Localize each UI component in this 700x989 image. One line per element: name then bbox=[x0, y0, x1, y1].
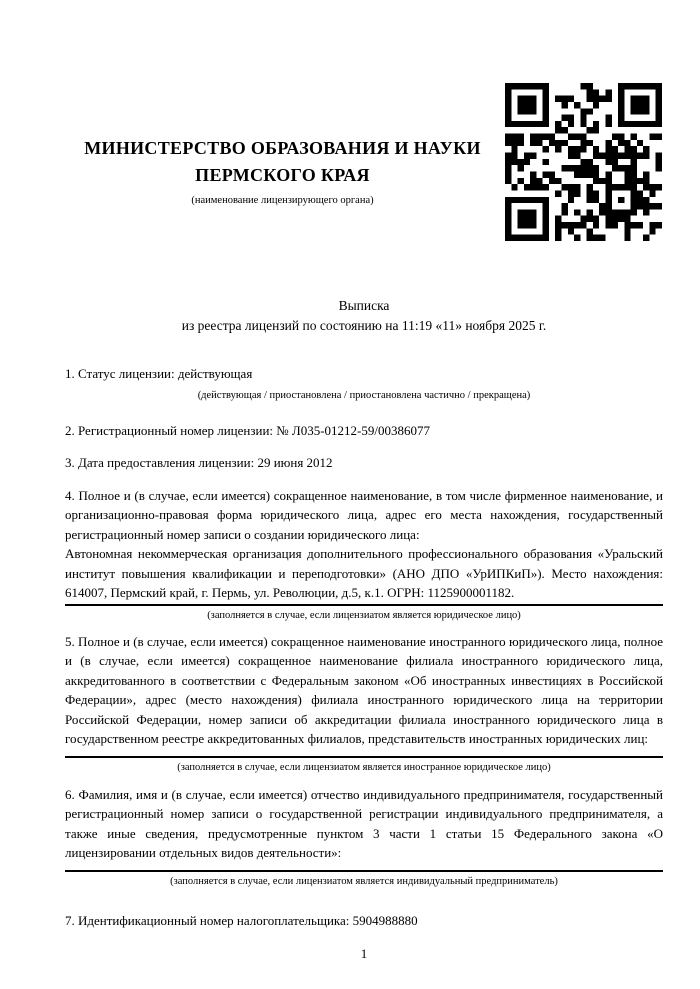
license-status-options-note: (действующая / приостановлена / приостановлена частично / прекращена) bbox=[197, 389, 531, 401]
individual-entrepreneur-note: (заполняется в случае, если лицензиатом является индивидуальный предприниматель) bbox=[170, 875, 558, 887]
legal-entity-label: 4. Полное и (в случае, если имеется) сокращенное наименование, в том числе фирменное наименование, и организационно-правовая форма юридического лица, адрес его места нахождения, государственный регистрационный номер записи о создании юридического лица: bbox=[65, 487, 663, 542]
document-title-line1: Выписка bbox=[338, 298, 390, 313]
document-title-line2: из реестра лицензий по состоянию на 11:19 «11» ноября 2025 г. bbox=[181, 318, 547, 333]
individual-entrepreneur-underline bbox=[65, 870, 663, 872]
licensing-authority-block bbox=[65, 0, 500, 206]
page-number: 1 bbox=[360, 946, 368, 961]
foreign-entity-underline bbox=[65, 756, 663, 758]
legal-entity-note: (заполняется в случае, если лицензиатом является юридическое лицо) bbox=[207, 609, 521, 621]
individual-entrepreneur-label: 6. Фамилия, имя и (в случае, если имеется) отчество индивидуального предпринимателя, государственный регистрационный номер записи о государственной регистрации индивидуального предпринимателя, а также иные сведения, предусмотренные пунктом 3 части 1 статьи 15 Федерального закона «О лицензировании отдельных видов деятельности»: bbox=[65, 786, 663, 860]
taxpayer-number-text: 7. Идентификационный номер налогоплательщика: 5904988880 bbox=[65, 912, 418, 928]
registration-number-text: 2. Регистрационный номер лицензии: № Л035-01212-59/00386077 bbox=[65, 422, 431, 438]
legal-entity-value: Автономная некоммерческая организация дополнительного профессионального образования «Уральский институт повышения квалификации и переподготовки» (АНО ДПО «УрИПКиП»). Место нахождения: 614007, Пермский край, г. Пермь, ул. Революции, д.5, к.1. ОГРН: 1125900001182. bbox=[65, 546, 663, 600]
item-foreign-entity bbox=[65, 632, 663, 774]
license-status-text: 1. Статус лицензии: действующая bbox=[65, 366, 253, 381]
item-registration-number bbox=[65, 421, 663, 441]
foreign-entity-note: (заполняется в случае, если лицензиатом является иностранное юридическое лицо) bbox=[177, 761, 551, 773]
item-individual-entrepreneur bbox=[65, 785, 663, 888]
legal-entity-underline bbox=[65, 604, 663, 606]
document-title bbox=[65, 296, 663, 336]
license-grant-date-text: 3. Дата предоставления лицензии: 29 июня 2012 bbox=[65, 455, 333, 470]
qr-code-icon bbox=[505, 83, 662, 241]
item-license-grant-date bbox=[65, 453, 663, 473]
foreign-entity-label: 5. Полное и (в случае, если имеется) сокращенное наименование иностранного юридического лица, полное и (в случае, если имеется) сокращенное наименование филиала иностранного юридического лица, аккредитованного в соответствии с Федеральным законом «Об иностранных инвестициях в Российской Федерации», адрес (место нахождения) филиала иностранного юридического лица на территории Российской Федерации, номер записи об аккредитации филиала иностранного юридического лица в государственном реестре аккредитованных филиалов, представительств иностранных юридических лиц: bbox=[65, 633, 663, 746]
item-taxpayer-number bbox=[65, 911, 663, 931]
item-legal-entity bbox=[65, 486, 663, 622]
ministry-caption: (наименование лицензирующего органа) bbox=[191, 195, 374, 206]
ministry-name: МИНИСТЕРСТВО ОБРАЗОВАНИЯ И НАУКИ ПЕРМСКОГО КРАЯ bbox=[84, 138, 481, 185]
item-license-status bbox=[65, 364, 663, 402]
